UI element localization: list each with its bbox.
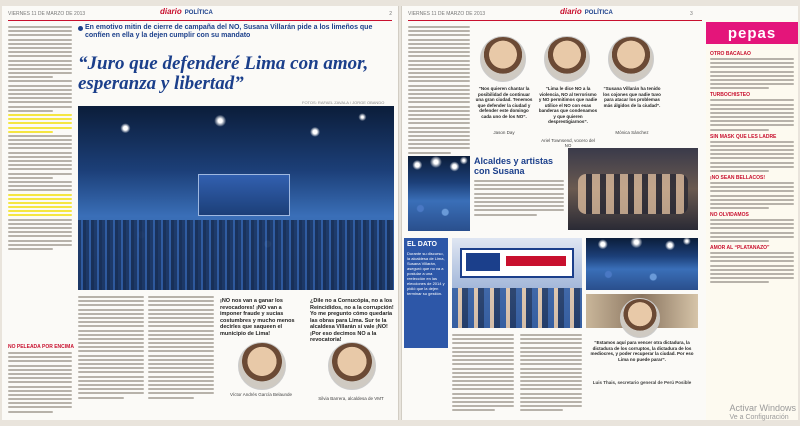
quote-luis-thais: “Estamos aquí para vencer otra dictadura, la dictadura de los corruptos, la dictadura de los mediocres, y poder recuperar la ciudad. Por eso Lima no puede parar”. xyxy=(590,340,694,362)
photo-credit: FOTOS: RAFAEL ZAVALA / JORGE OBANDO xyxy=(302,100,385,105)
left-body-column-1 xyxy=(8,26,72,252)
el-dato-box xyxy=(404,238,448,348)
portrait-jason-day xyxy=(480,36,526,82)
right-subhead-body xyxy=(474,180,564,218)
left-brand-logo xyxy=(160,7,213,16)
pull-quote-2: ¿Dile no a Cornucópia, no a los Reincididos, no a la corrupción! Yo me pregunto cómo quedaría las obras para Lima. Sur te la alcaldesa Villarán sí vale ¡NO! ¡Por eso decimos NO a la revocatoria! xyxy=(310,298,394,343)
name-monica-sanchez: Mónica Sánchez xyxy=(615,130,649,135)
revocatoria-banner-photo xyxy=(452,238,582,328)
portrait-monica-sanchez xyxy=(608,36,654,82)
right-page-number: 3 xyxy=(690,11,693,17)
left-section-heading: NO PELEADA POR ENCIMA xyxy=(8,344,74,350)
right-brand-logo xyxy=(560,7,613,16)
artists-photo xyxy=(568,148,698,230)
quote-jason-day: “Nos quieren chantar la posibilidad de continuar una gran ciudad. Tenemos que defender la ciudad y defender este domingo cada uno de los NO”. xyxy=(475,86,533,119)
pull-quote-2-author: Silvia Barrera, alcaldesa de VMT xyxy=(318,396,384,401)
article-headline: “Juro que defenderé Lima con amor, esperanza y libertad” xyxy=(78,53,369,94)
right-section-label: POLÍTICA xyxy=(584,10,613,16)
left-body-column-2 xyxy=(78,296,144,401)
right-header-rule xyxy=(408,20,702,21)
article-kicker: En emotivo mitin de cierre de campaña del NO, Susana Villarán pide a los limeños que confíen en ella y la dejen cumplir con su mandato xyxy=(85,24,373,39)
pepas-title: pepas xyxy=(706,22,798,44)
left-section-label: POLÍTICA xyxy=(184,10,213,16)
portrait-luis-thais xyxy=(620,298,660,338)
right-brand-name: diario xyxy=(560,7,582,16)
left-page-number: 2 xyxy=(389,11,392,17)
stage-photo-right xyxy=(586,238,698,290)
left-brand-name: diario xyxy=(160,7,182,16)
watermark-line-1: Activar Windows xyxy=(729,403,796,413)
portrait-ariel-townsend xyxy=(544,36,590,82)
right-body-column-2 xyxy=(452,334,514,414)
stage-screen xyxy=(198,174,290,216)
crowd-heads xyxy=(78,220,394,290)
right-body-column-3 xyxy=(520,334,582,414)
watermark-line-2: Ve a Configuración xyxy=(729,414,789,421)
artists-group xyxy=(578,174,688,214)
pepas-sidebar xyxy=(706,20,798,420)
name-luis-thais: Luis Thais, secretario general de Perú Posible xyxy=(592,380,692,385)
pull-quote-1-author: Víctor Andrés García Belaunde xyxy=(229,392,293,397)
el-dato-title: EL DATO xyxy=(407,241,437,248)
name-ariel-townsend: Ariel Townsend, vocero del NO xyxy=(541,138,595,148)
portrait-photo-2 xyxy=(328,342,376,390)
pepas-item-6: AMOR AL “PLATANAZO” xyxy=(710,245,770,251)
left-page xyxy=(2,6,398,420)
left-header-rule xyxy=(8,20,392,21)
quote-monica-sanchez: “Susana Villarán ha tenido los cojones que nadie tuvo para atacar los problemas más álgidos de la ciudad”. xyxy=(603,86,661,108)
right-date-line: VIERNES 11 DE MARZO DE 2013 xyxy=(408,11,486,17)
pepas-item-5: NO OLVIDAMOS xyxy=(710,212,749,219)
pepas-items xyxy=(710,48,794,286)
left-body-column-3 xyxy=(148,296,214,401)
rally-crowd-photo xyxy=(78,106,394,290)
el-dato-text: Durante su discurso, la alcaldesa de Lima, Susana Villarán, aseguró que no va a postular a una reelección en las elecciones de 2014 y pidió que la dejen terminar su gestión. xyxy=(407,251,445,296)
pepas-item-4: ¡NO SEAN BELLACOS! xyxy=(710,174,765,181)
portrait-photo-1 xyxy=(238,342,286,390)
quote-ariel-townsend: “Lima le dice NO a la violencia, NO al terrorismo y NO permitimos que nadie utilice el NO con esas banderas que condenamos y que quieren desprestigiarnos”. xyxy=(538,86,598,124)
pull-quote-1: ¡NO nos van a ganar los revocadores! ¡NO van a imponer fraude y sucias costumbres y mucho menos decirles que saqueen el municipio de Lima! xyxy=(220,298,295,337)
stage-photo-small xyxy=(408,156,470,231)
right-body-column-1 xyxy=(408,26,470,156)
kicker-bullet-icon xyxy=(78,26,83,31)
photo-subhead: Alcaldes y artistas con Susana xyxy=(474,156,554,176)
left-date-line: VIERNES 11 DE MARZO DE 2013 xyxy=(8,11,86,17)
left-body-column-1b xyxy=(8,352,72,415)
right-page xyxy=(402,6,798,420)
pepas-item-2: TURBOCHISTEO xyxy=(710,92,750,99)
name-jason-day: Jason Day xyxy=(493,130,515,135)
no-revocatoria-banner xyxy=(460,248,574,278)
pepas-item-1: OTRO BACALAO xyxy=(710,51,751,57)
pepas-item-3: SIN MASK QUE LES LADRE xyxy=(710,133,777,140)
windows-activation-watermark xyxy=(729,404,796,422)
